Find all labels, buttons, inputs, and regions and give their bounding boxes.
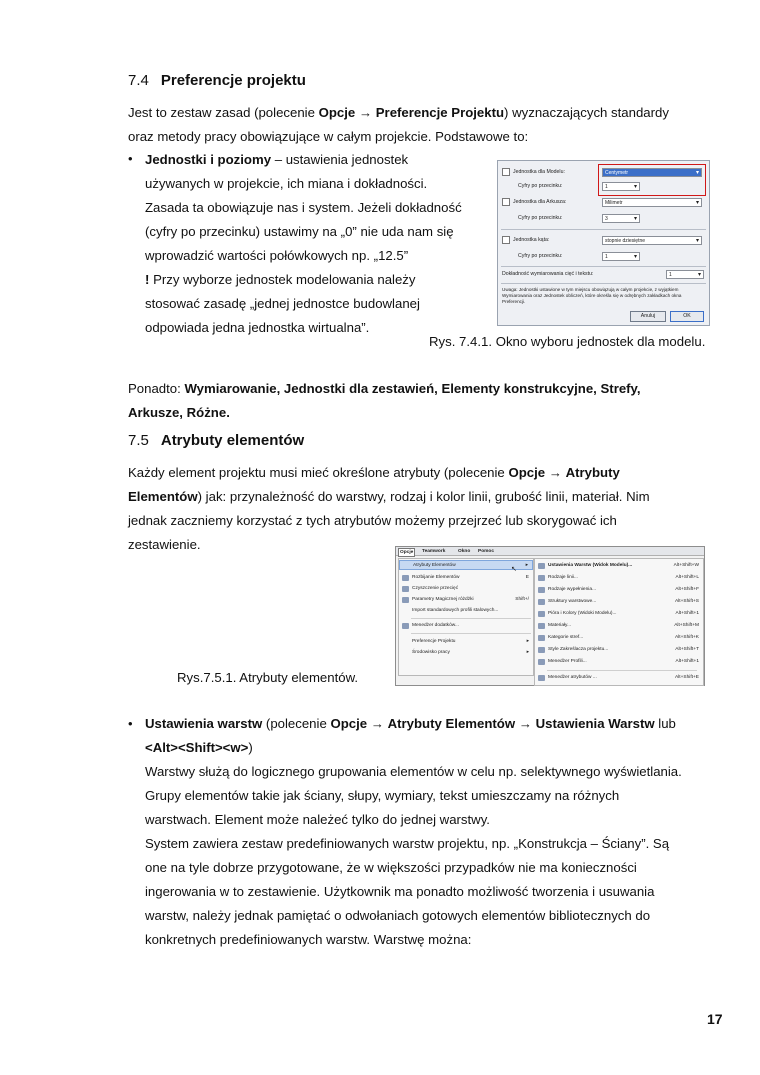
sheet-unit-select[interactable]: Milimetr ▾ [602, 198, 702, 207]
section-title: Atrybuty elementów [160, 432, 305, 449]
submenu-item-struktury[interactable]: Struktury warstwowe... Alt+Shift+S [535, 597, 703, 607]
units-bold: Jednostki i poziomy [145, 152, 272, 167]
layers-icon [538, 563, 545, 569]
attribute-manager-icon [538, 675, 545, 681]
submenu-item-profile[interactable]: Menedżer Profili... Alt+Shift+1 [535, 657, 703, 667]
menu-separator [411, 618, 531, 619]
marker-icon [538, 647, 545, 653]
sheet-icon [502, 198, 510, 206]
cursor-icon: ↖ [511, 566, 517, 573]
angle-unit-select[interactable]: stopnie dziesiętne ▾ [602, 236, 702, 245]
dialog-row-model-unit: Jednostka dla Modelu: [502, 167, 565, 177]
intro-line-2: oraz metody pracy obowiązujące w całym projekcie. Podstawowe to: [128, 129, 529, 144]
model-decimals-select[interactable]: 1 ▾ [602, 182, 640, 191]
fill-icon [538, 587, 545, 593]
layers-line-7: warstw, należy jednak pamiętać o odwołaniach gotowych elementów bibliotecznych do [145, 908, 651, 923]
menu-separator [411, 633, 531, 634]
units-bullet-text [145, 148, 490, 340]
layers-shortcut: <Alt><Shift><w> [145, 740, 249, 755]
units-line-1: używanych w projekcie, ich miana i dokładności. [145, 176, 428, 191]
dialog-row-sheet-unit: Jednostka dla Arkusza: [502, 197, 566, 207]
layers-line-3: warstwach. Element może należeć tylko do jednej warstwy. [145, 812, 490, 827]
more-bold-2: Arkusze, Różne. [128, 405, 230, 420]
precision-select[interactable]: 1 ▾ [666, 270, 704, 279]
submenu-item-menedzer-atrybutow[interactable]: Menedżer atrybutów ... Alt+Shift+E [535, 673, 703, 683]
section-number: 7.5 [128, 432, 149, 449]
dialog-divider [501, 283, 706, 284]
attr-arrow: → [545, 465, 566, 480]
section-heading-7-4 [128, 71, 306, 91]
layers-line-6: ingerowania w to zestawienie. Użytkownik ma ponadto możliwość tworzenia i usuwania [145, 884, 655, 899]
more-label: Ponadto: [128, 381, 185, 396]
attr-line-4: zestawienie. [128, 537, 201, 552]
dialog-divider [501, 266, 706, 267]
attr-atrybuty: Atrybuty [565, 465, 620, 480]
intro-opcje: Opcje [318, 105, 356, 120]
warning-line-1: Przy wyborze jednostek modelowania należy [149, 272, 416, 287]
layers-line-4: System zawiera zestaw predefiniowanych warstw projektu, np. „Konstrukcja – Ściany”. Są [145, 836, 670, 851]
warning-line-2: stosować zasadę „jednej jednostce budowlanej [145, 296, 420, 311]
dialog-row-precision: Dokładność wymiarowania cięć i tekstu: [502, 271, 594, 277]
opcje-menu [398, 558, 534, 676]
magic-wand-icon [402, 597, 409, 603]
bullet-dot: • [128, 151, 133, 166]
layers-line-2: Grupy elementów takie jak ściany, słupy, wymiary, tekst umieszczamy na różnych [145, 788, 620, 803]
attr-elementow: Elementów [128, 489, 198, 504]
attr-line1-a: Każdy element projektu musi mieć określone atrybuty (polecenie [128, 465, 509, 480]
menu-item-import-profili[interactable]: Import standardowych profili stalowych... [412, 608, 499, 613]
units-line-3: (cyfry po przecinku) ustawimy na „0” nie uda nam się [145, 224, 454, 239]
section-heading-7-5 [128, 431, 304, 451]
submenu-item-warstwy[interactable]: Ustawienia Warstw (Widok Modelu)... Alt+Shift+W [535, 561, 703, 571]
angle-icon [502, 236, 510, 244]
submenu-item-materialy[interactable]: Materiały... Alt+Shift+M [535, 621, 703, 631]
line-types-icon [538, 575, 545, 581]
units-dialog-figure [497, 160, 710, 326]
menu-okno[interactable]: Okno [458, 549, 471, 554]
submenu-item-strefy[interactable]: Kategorie stref... Alt+Shift+K [535, 633, 703, 643]
submenu-item-linie[interactable]: Rodzaje linii... Alt+Shift+L [535, 573, 703, 583]
dialog-row-model-decimals: Cyfry po przecinku: [518, 183, 563, 189]
menu-opcje[interactable]: Opcje [400, 550, 414, 555]
figure-caption-7-5-1: Rys.7.5.1. Atrybuty elementów. [177, 670, 359, 685]
addons-icon [402, 623, 409, 629]
layers-line-8: konkretnych predefiniowanych warstw. Warstwę można: [145, 932, 472, 947]
materials-icon [538, 623, 545, 629]
dialog-row-angle-unit: Jednostka kąta: [502, 235, 549, 245]
attr-line-3: jednak zaczniemy korzystać z tych atrybutów możemy przejrzeć lub skorygować ich [128, 513, 617, 528]
menu-item-srodowisko[interactable]: Środowisko pracy ▸ [412, 650, 529, 655]
submenu-item-piora[interactable]: Pióra i Kolory (Widoki Modelu)... Alt+Shift+1 [535, 609, 703, 619]
page-number: 17 [707, 1011, 723, 1027]
submenu-item-wypelnienia[interactable]: Rodzaje wypełnienia... Alt+Shift+F [535, 585, 703, 595]
menu-item-menedzer-dodatkow[interactable]: Menedżer dodatków... [399, 621, 533, 631]
attributes-paragraph [128, 461, 718, 557]
intro-preferencje: Preferencje Projektu [375, 105, 505, 120]
units-line-4: wprowadzić wartości połówkowych np. „12.5” [145, 248, 409, 263]
warning-line-3: odpowiada jedna jednostka wirtualna”. [145, 320, 370, 335]
submenu-item-zakreslacz[interactable]: Style Zakreślacza projektu... Alt+Shift+T [535, 645, 703, 655]
units-rest: – ustawienia jednostek [271, 152, 409, 167]
attributes-menu-figure [395, 546, 705, 686]
menu-item-rozdzka[interactable]: Parametry Magicznej różdżki Shift+/ [399, 595, 533, 605]
dialog-row-sheet-decimals: Cyfry po przecinku: [518, 215, 563, 221]
units-line-2: Zasada ta obowiązuje nas i system. Jeżeli dokładność [145, 200, 462, 215]
section-title: Preferencje projektu [160, 72, 306, 89]
menu-separator [547, 670, 697, 671]
sheet-decimals-select[interactable]: 3 ▾ [602, 214, 640, 223]
intro-text-a: Jest to zestaw zasad (polecenie [128, 105, 319, 120]
menu-teamwork[interactable]: Teamwork [422, 549, 446, 554]
dialog-divider [501, 229, 706, 230]
menu-pomoc[interactable]: Pomoc [478, 549, 494, 554]
more-bold-1: Wymiarowanie, Jednostki dla zestawień, Elementy konstrukcyjne, Strefy, [184, 381, 641, 396]
profile-icon [538, 659, 545, 665]
ok-button[interactable]: OK [670, 311, 704, 322]
atrybuty-submenu [534, 558, 704, 686]
ruler-icon [502, 168, 510, 176]
dialog-note: Uwaga: Jednostki ustawione w tym miejscu obowiązują w całym projekcie, z wyjątkiem Wymiarowania oraz Jednostek obliczeń, które określa się w odrębnych zakładkach okna Preferencji. [502, 287, 682, 304]
figure-caption-7-4-1: Rys. 7.4.1. Okno wyboru jednostek dla modelu. [429, 334, 706, 349]
composites-icon [538, 599, 545, 605]
cleanup-icon [402, 586, 409, 592]
explode-icon [402, 575, 409, 581]
menu-bar [396, 547, 704, 556]
menu-item-rozbijanie[interactable]: Rozbijanie Elementów E [399, 573, 533, 583]
attr-opcje: Opcje [508, 465, 546, 480]
model-unit-select[interactable]: Centymetr ▾ [602, 168, 702, 177]
bullet-dot: • [128, 716, 133, 731]
more-settings-paragraph [128, 377, 718, 425]
menu-item-czyszczenie[interactable]: Czyszczenie przecięć [399, 584, 533, 594]
cancel-button[interactable]: Anuluj [630, 311, 666, 322]
intro-arrow: → [355, 105, 376, 120]
zones-icon [538, 635, 545, 641]
warning-mark: ! [145, 272, 150, 287]
layers-line-5: one na tyle dobrze przygotowane, że w większości przypadków nie ma konieczności [145, 860, 637, 875]
dialog-row-angle-decimals: Cyfry po przecinku: [518, 253, 563, 259]
section-number: 7.4 [128, 72, 149, 89]
layers-line-1: Warstwy służą do logicznego grupowania elementów w celu np. selektywnego wyświetlania. [145, 764, 682, 779]
menu-item-atrybuty[interactable]: Atrybuty Elementów ▸ [399, 560, 533, 570]
menu-item-preferencje[interactable]: Preferencje Projektu ▸ [412, 639, 529, 644]
angle-decimals-select[interactable]: 1 ▾ [602, 252, 640, 261]
intro-paragraph [128, 101, 718, 149]
pen-icon [538, 611, 545, 617]
attr-line2-b: ) jak: przynależność do warstwy, rodzaj i kolor linii, grubość linii, materiał. Nim [197, 489, 650, 504]
intro-text-d: ) wyznaczających standardy [504, 105, 669, 120]
layers-bold: Ustawienia warstw [145, 716, 263, 731]
layers-bullet-text: Ustawienia warstw (polecenie Opcje → Atrybuty Elementów → Ustawienia Warstw lub <Alt><Shift><w>) Warstwy służą do logicznego grupowania elementów w celu np. selektywnego wyświetlania. Grupy elementów takie jak ściany, słupy, wymiary, tekst umieszczamy na różnych warstwach. Element może należeć tylko do jednej warstwy. System zawiera zestaw predefiniowanych warstw projektu, np. „Konstrukcja – Ściany”. Są one na tyle dobrze przygotowane, że w większości przypadków nie ma konieczności ingerowania w to zestawienie. Użytkownik ma ponadto możliwość tworzenia i usuwania warstw, należy jednak pamiętać o odwołaniach gotowych elementów bibliotecznych do konkretnych predefiniowanych warstw. Warstwę można: [145, 716, 682, 947]
